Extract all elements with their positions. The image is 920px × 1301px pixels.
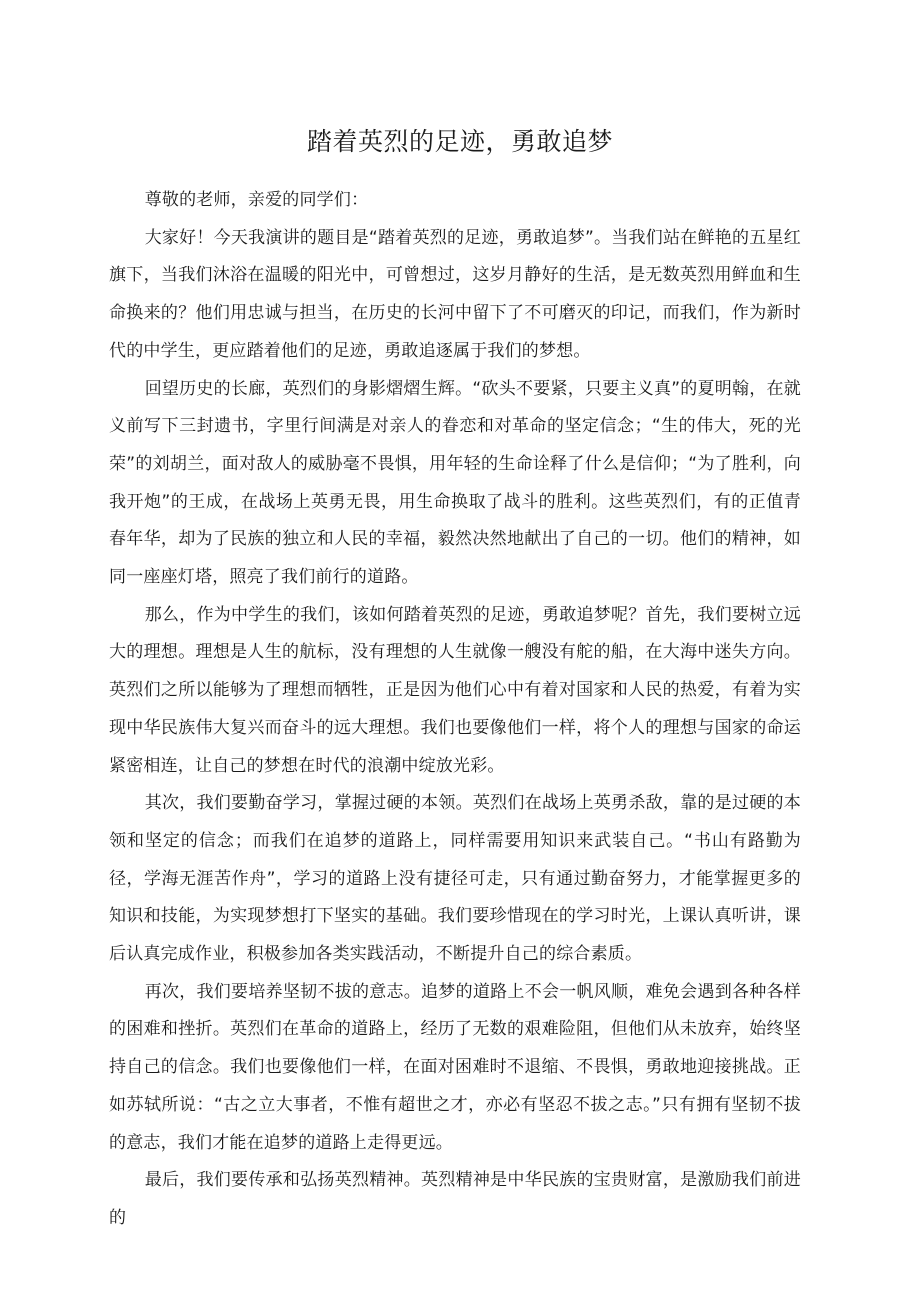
willpower-paragraph: 再次，我们要培养坚韧不拔的意志。追梦的道路上不会一帆风顺，难免会遇到各种各样的困难和挫折。英烈们在革命的道路上，经历了无数的艰难险阻，但他们从未放弃，始终坚持自己的信念。我们也要像他们一样，在面对困难时不退缩、不畏惧，勇敢地迎接挑战。正如苏轼所说：“古之立大事者，不惟有超世之才，亦必有坚忍不拔之志。”只有拥有坚韧不拔的意志，我们才能在追梦的道路上走得更远。 (109, 981, 801, 1153)
history-paragraph: 回望历史的长廊，英烈们的身影熠熠生辉。“砍头不要紧，只要主义真”的夏明翰，在就义前写下三封遗书，字里行间满是对亲人的眷恋和对革命的坚定信念；“生的伟大，死的光荣”的刘胡兰，面对敌人的威胁毫不畏惧，用年轻的生命诠释了什么是信仰；“为了胜利，向我开炮”的王成，在战场上英勇无畏，用生命换取了战斗的胜利。这些英烈们，有的正值青春年华，却为了民族的独立和人民的幸福，毅然决然地献出了自己的一切。他们的精神，如同一座座灯塔，照亮了我们前行的道路。 (109, 378, 801, 588)
ideal-paragraph: 那么，作为中学生的我们，该如何踏着英烈的足迹，勇敢追梦呢？首先，我们要树立远大的理想。理想是人生的航标，没有理想的人生就像一艘没有舵的船，在大海中迷失方向。英烈们之所以能够为了理想而牺牲，正是因为他们心中有着对国家和人民的热爱，有着为实现中华民族伟大复兴而奋斗的远大理想。我们也要像他们一样，将个人的理想与国家的命运紧密相连，让自己的梦想在时代的浪潮中绽放光彩。 (109, 604, 801, 776)
salutation-paragraph: 尊敬的老师，亲爱的同学们： (144, 190, 369, 210)
speech-body (109, 182, 801, 1238)
study-paragraph: 其次，我们要勤奋学习，掌握过硬的本领。英烈们在战场上英勇杀敌，靠的是过硬的本领和坚定的信念；而我们在追梦的道路上，同样需要用知识来武装自己。“书山有路勤为径，学海无涯苦作舟”，学习的道路上没有捷径可走，只有通过勤奋努力，才能掌握更多的知识和技能，为实现梦想打下坚实的基础。我们要珍惜现在的学习时光，上课认真听讲，课后认真完成作业，积极参加各类实践活动，不断提升自己的综合素质。 (109, 793, 801, 965)
page-title: 踏着英烈的足迹，勇敢追梦 (306, 127, 613, 156)
intro-paragraph: 大家好！今天我演讲的题目是“踏着英烈的足迹，勇敢追梦”。当我们站在鲜艳的五星红旗下，当我们沐浴在温暖的阳光中，可曾想过，这岁月静好的生活，是无数英烈用鲜血和生命换来的？他们用忠诚与担当，在历史的长河中留下了不可磨灭的印记，而我们，作为新时代的中学生，更应踏着他们的足迹，勇敢追逐属于我们的梦想。 (109, 227, 801, 361)
spirit-paragraph: 最后，我们要传承和弘扬英烈精神。英烈精神是中华民族的宝贵财富，是激励我们前进的 (109, 1170, 801, 1228)
